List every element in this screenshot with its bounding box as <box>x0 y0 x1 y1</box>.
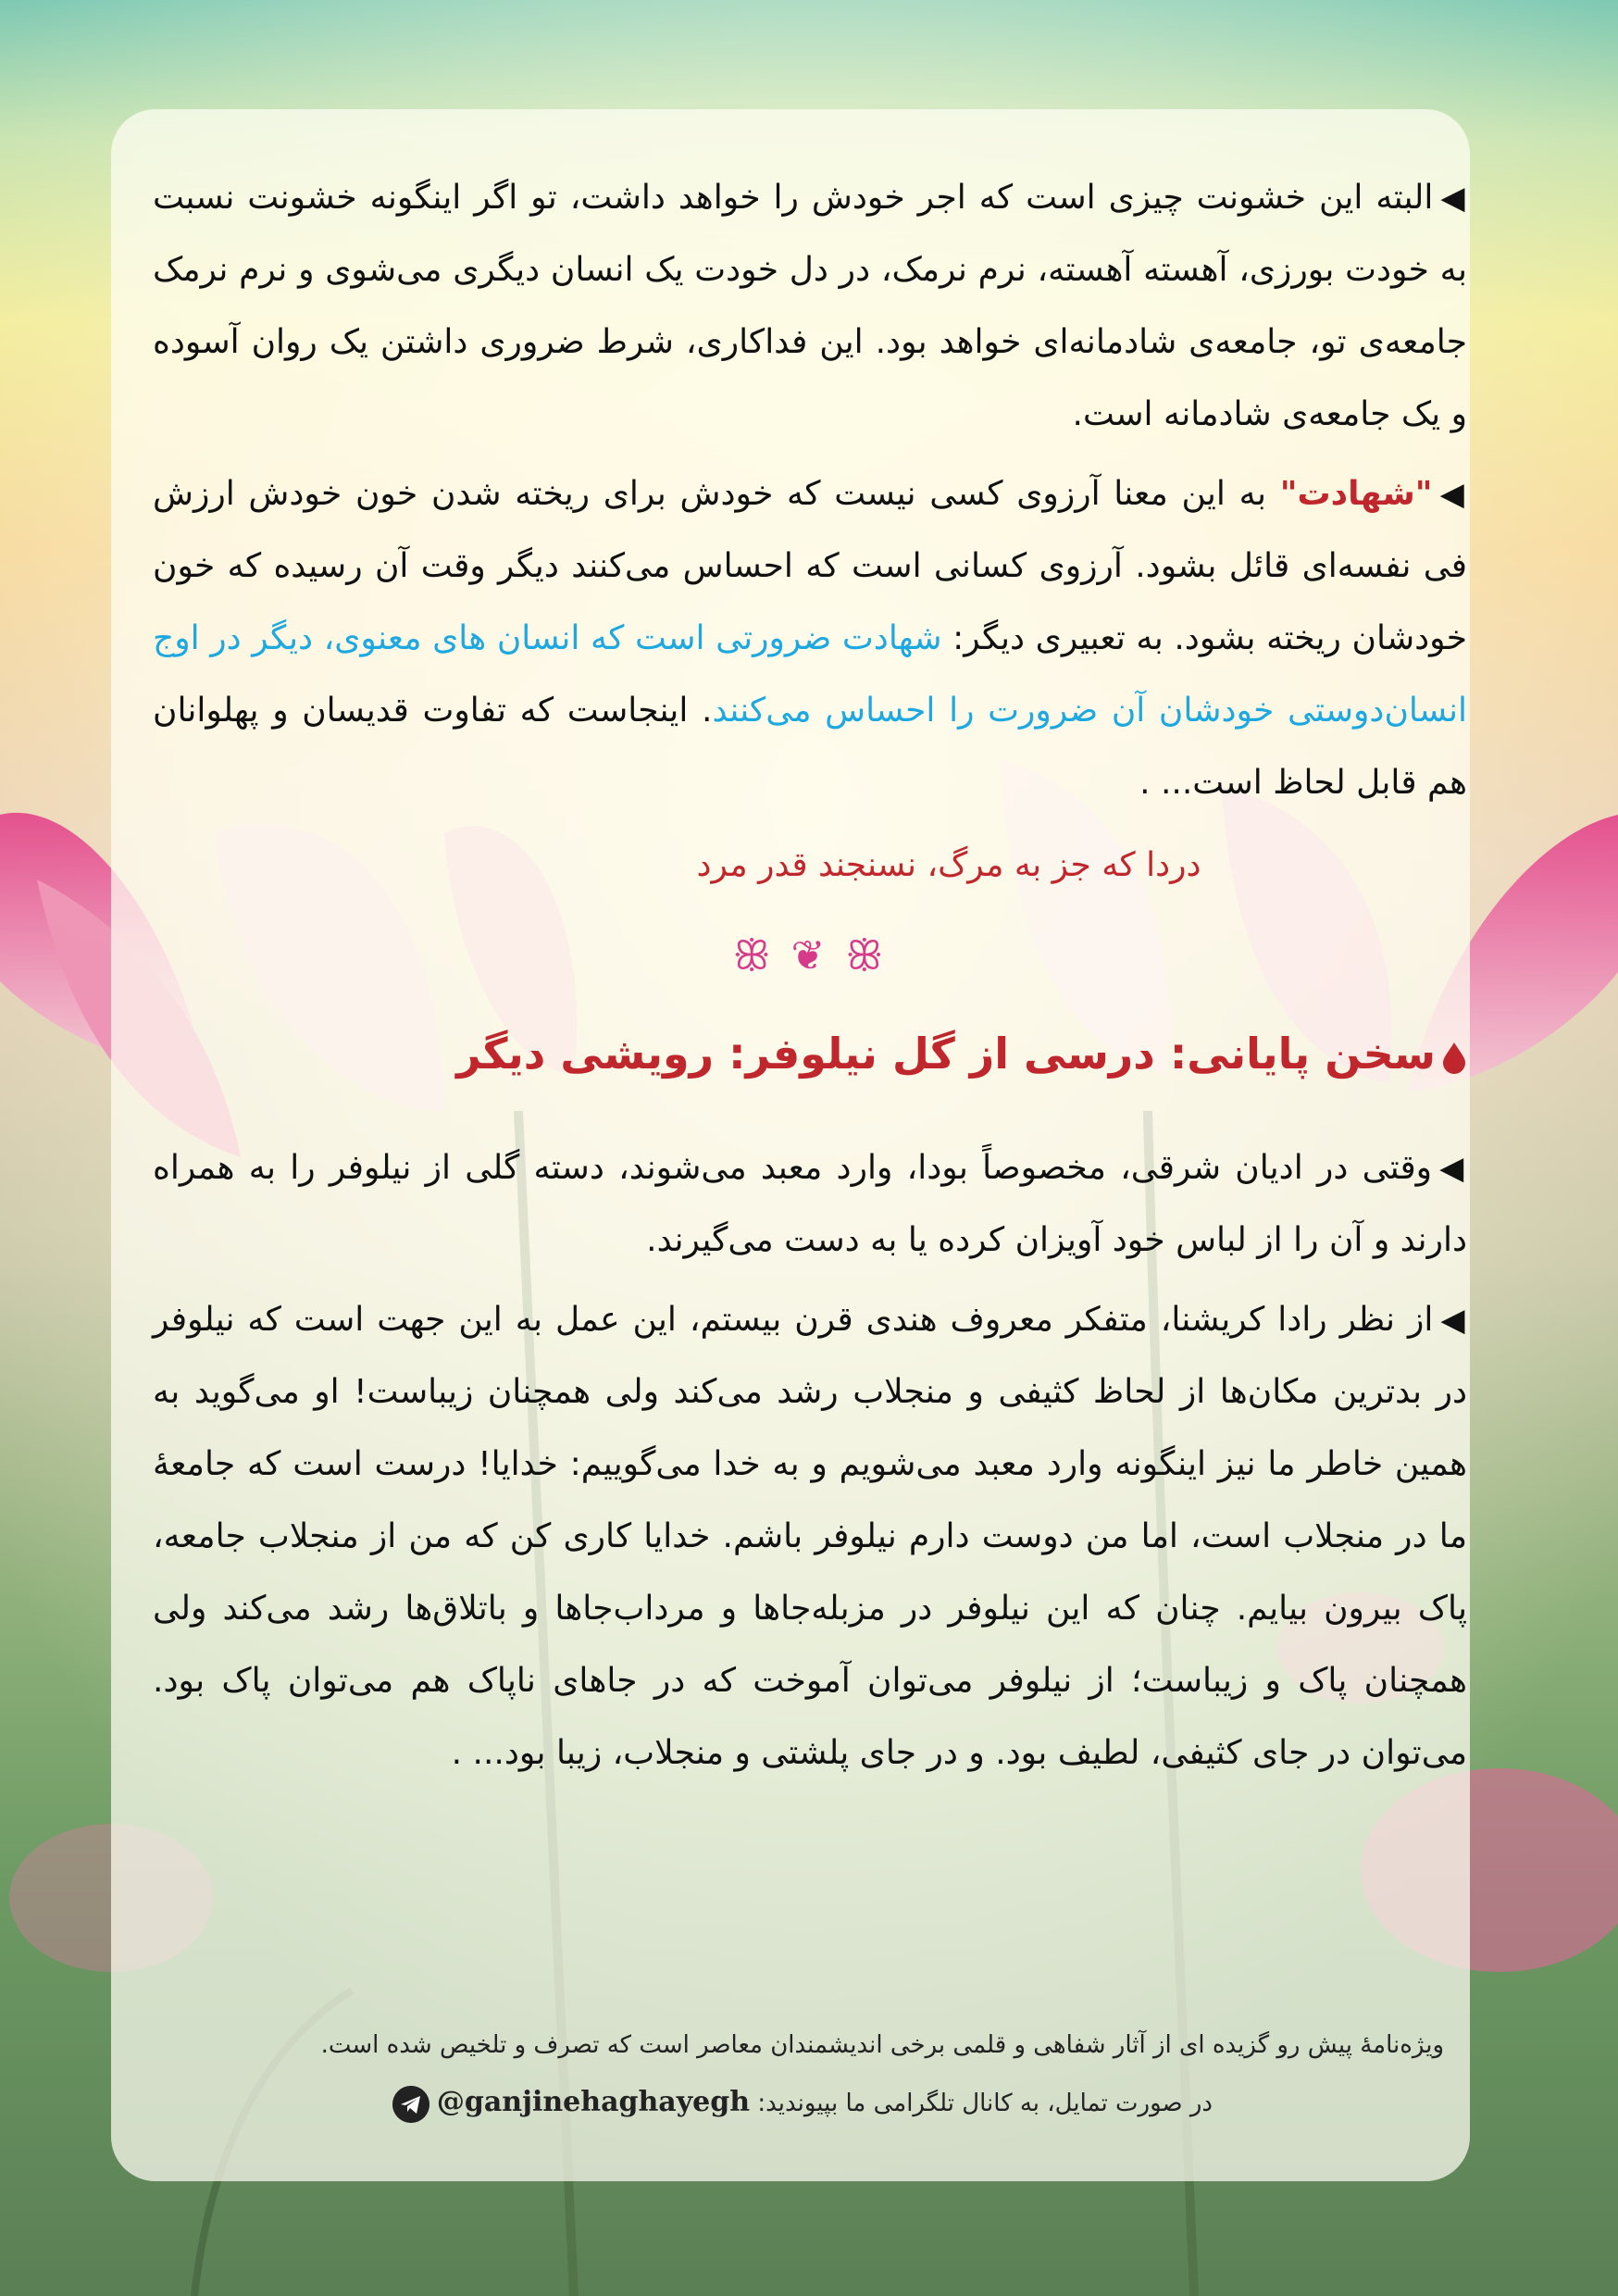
paragraph-2-end: . اینجاست که تفاوت قدیسان و پهلوانان هم قابل لحاظ است... . <box>153 692 1467 802</box>
paragraph-1 <box>153 162 1467 451</box>
ornament-divider-icon: ꕥ ❦ ꕥ <box>732 932 888 980</box>
triangle-bullet-icon: ◀ <box>1440 180 1467 217</box>
paragraph-4-text: از نظر رادا کریشنا، متفکر معروف هندی قرن بیستم، این عمل به این جهت است که نیلوفر در بدترین مکان‌ها از لحاظ کثیفی و منجلاب رشد می‌کند ولی همچنان زیباست! او می‌گوید به همین خاطر ما نیز اینگونه وارد معبد می‌شویم و به خدا می‌گوییم: خدایا! درست است که جامعهٔ ما در منجلاب است، اما من دوست دارم نیلوفر باشم. خدایا کاری کن که من از منجلاب جامعه، پاک بیرون بیایم. چنان که این نیلوفر در مزبله‌جاها و مرداب‌جاها و باتلاق‌ها رشد می‌کند ولی همچنان پاک و زیباست؛ از نیلوفر می‌توان آموخت که در جاهای ناپاک هم می‌توان پاک بود. می‌توان در جای کثیفی، لطیف بود. و در جای پلشتی و منجلاب، زیبا بود... . <box>153 1301 1467 1772</box>
paragraph-4 <box>153 1284 1467 1790</box>
paragraph-2-text: به این معنا آرزوی کسی نیست که خودش برای ریخته شدن خون خودش ارزش فی نفسه‌ای قائل بشود. آرزوی کسانی است که احساس می‌کنند دیگر وقت آن رسیده که خون خودشان ریخته بشود. به تعبیری دیگر: <box>153 475 1467 657</box>
main-content <box>153 162 1467 1797</box>
drop-icon <box>1441 1041 1467 1074</box>
triangle-bullet-icon: ◀ <box>1439 1150 1467 1187</box>
paragraph-2-blue-quote: شهادت ضرورتی است که انسان های معنوی، دیگر در اوج انسان‌دوستی خودشان آن ضرورت را احساس می‌کنند <box>153 619 1468 730</box>
telegram-invite-text: در صورت تمایل، به کانال تلگرامی ما بپیوندید: <box>757 2090 1213 2117</box>
footer <box>157 2023 1444 2126</box>
paragraph-2 <box>153 458 1467 819</box>
shahadat-highlight: "شهادت" <box>1279 475 1433 513</box>
paragraph-3-text: وقتی در ادیان شرقی، مخصوصاً بودا، وارد معبد می‌شوند، دسته گلی از نیلوفر را به همراه دارند و آن را از لباس خود آویزان کرده یا به دست می‌گیرند. <box>153 1149 1467 1259</box>
footer-note: ویژه‌نامهٔ پیش رو گزیده ای از آثار شفاهی و قلمی برخی اندیشمندان معاصر است که تصرف و تلخیص شده است. <box>320 2031 1444 2059</box>
telegram-handle-link[interactable]: @ganjinehaghayegh <box>436 2086 751 2118</box>
paragraph-1-text: البته این خشونت چیزی است که اجر خودش را خواهد داشت، تو اگر اینگونه خشونت نسبت به خودت بورزی، آهسته آهسته، نرم نرمک، در دل خودت یک انسان دیگری می‌شوی و نرم نرمک جامعه‌ی تو، جامعه‌ی شادمانه‌ای خواهد بود. این فداکاری، شرط ضروری داشتن یک روان آسوده و یک جامعه‌ی شادمانه است. <box>153 179 1467 433</box>
triangle-bullet-icon: ◀ <box>1439 476 1467 513</box>
triangle-bullet-icon: ◀ <box>1440 1302 1467 1339</box>
section-heading-text: سخن پایانی: درسی از گل نیلوفر: رویشی دیگر <box>456 1029 1436 1079</box>
paragraph-3 <box>153 1132 1467 1277</box>
verse-line: دردا که جز به مرگ، نسنجند قدر مرد <box>696 846 1201 884</box>
section-heading <box>153 1021 1467 1086</box>
telegram-icon[interactable] <box>392 2086 429 2123</box>
telegram-invite <box>157 2080 1444 2126</box>
